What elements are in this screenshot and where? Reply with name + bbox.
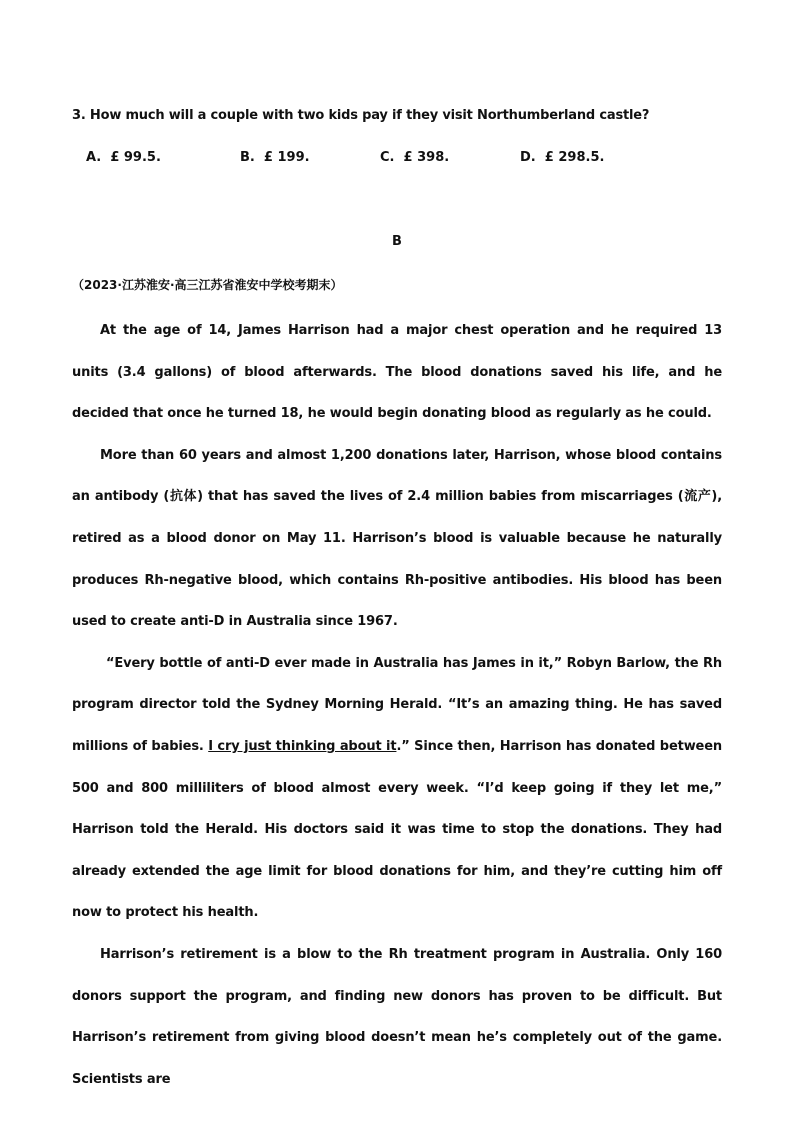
reading-passage — [72, 310, 722, 1100]
option-c-label: C. — [380, 150, 395, 165]
paragraph-3-end: .” Since then, Harrison has donated between 500 and 800 milliliters of blood almost every week. “I’d keep going if they let me,” Harrison told the Herald. His doctors said it was time to stop the donations. They had already extended the age limit for blood donations for him, and they’re cutting him off now to protect his health. — [72, 738, 722, 921]
option-a-label: A. — [86, 150, 102, 165]
option-d-label: D. — [520, 150, 536, 165]
option-a — [86, 150, 161, 165]
option-a-value: £ 99.5. — [110, 150, 161, 165]
paragraph-3-start: “Every bottle of anti-D ever made in Australia has James in it,” Robyn Barlow, the Rh program director told the Sydney Morning Herald. “It’s an amazing thing. He has saved millions of babies. — [72, 655, 722, 754]
option-b — [240, 150, 310, 165]
section-heading: B — [392, 234, 402, 249]
paragraph-1: At the age of 14, James Harrison had a major chest operation and he required 13 units (3.4 gallons) of blood afterwards. The blood donations saved his life, and he decided that once he turned 18, he would begin donating blood as regularly as he could. — [72, 323, 722, 422]
paragraph-2: More than 60 years and almost 1,200 donations later, Harrison, whose blood contains an antibody (抗体) that has saved the lives of 2.4 million babies from miscarriages (流产), retired as a blood donor on May 11. Harrison’s blood is valuable because he naturally produces Rh-negative blood, which contains Rh-positive antibodies. His blood has been used to create anti-D in Australia since 1967. — [72, 447, 722, 630]
answer-options — [86, 150, 726, 168]
option-d — [520, 150, 604, 165]
option-d-value: £ 298.5. — [544, 150, 605, 165]
paragraph-4: Harrison’s retirement is a blow to the Rh treatment program in Australia. Only 160 donors support the program, and finding new donors has proven to be difficult. But Harrison’s retirement from giving blood doesn’t mean he’s completely out of the game. Scientists are — [72, 946, 722, 1087]
option-c — [380, 150, 449, 165]
option-c-value: £ 398. — [403, 150, 450, 165]
source-citation: （2023·江苏淮安·高三江苏省淮安中学校考期末） — [72, 278, 343, 292]
question-3-text: 3. How much will a couple with two kids pay if they visit Northumberland castle? — [72, 108, 650, 123]
option-b-label: B. — [240, 150, 255, 165]
underlined-sentence: I cry just thinking about it — [208, 738, 397, 754]
paragraph-3 — [72, 643, 722, 934]
option-b-value: £ 199. — [263, 150, 310, 165]
